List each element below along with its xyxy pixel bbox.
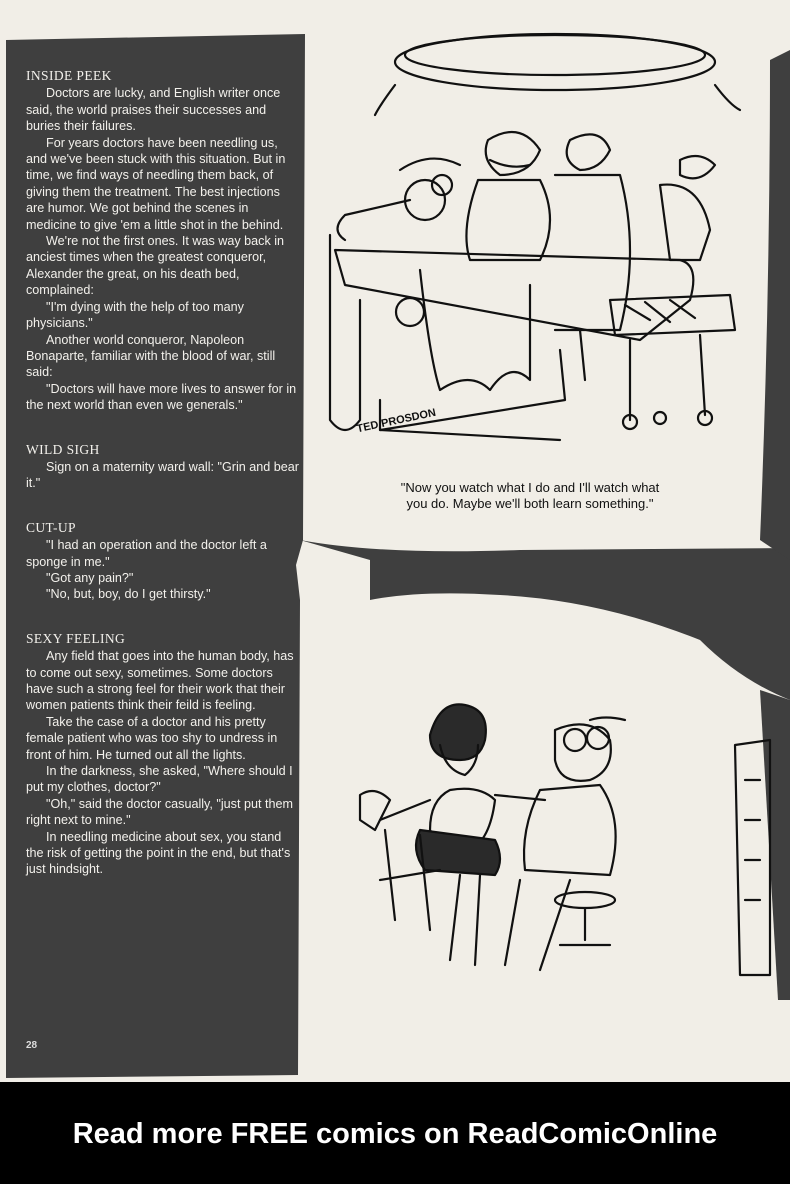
section-paragraph: Sign on a maternity ward wall: "Grin and bear it." (26, 459, 299, 491)
cartoon-caption: "Now you watch what I do and I'll watch what you do. Maybe we'll both learn something." (400, 480, 660, 511)
article-text-column (26, 68, 300, 906)
section-paragraph: "No, but, boy, do I get thirsty." (46, 587, 211, 602)
section-paragraph: "I had an operation and the doctor left a sponge in me." (26, 538, 267, 569)
article-section (26, 520, 300, 603)
section-paragraph: "Oh," said the doctor casually, "just put them right next to mine." (26, 796, 293, 828)
dark-divider-band (300, 540, 790, 700)
section-heading: INSIDE PEEK (26, 68, 112, 83)
dark-right-edge (760, 50, 790, 560)
article-section (26, 442, 300, 492)
patient-skirt (416, 830, 500, 875)
promo-banner (0, 1082, 790, 1184)
section-paragraph: "I'm dying with the help of too many physicians." (26, 299, 244, 331)
section-paragraph: Take the case of a doctor and his pretty female patient who was too shy to undress in front of him. He turned out all the lights. (26, 714, 278, 762)
section-paragraph: In needling medicine about sex, you stand the risk of getting the point in the end, but that's just hindsight. (26, 829, 291, 877)
section-paragraph: Another world conqueror, Napoleon Bonaparte, familiar with the blood of war, still said: (26, 332, 276, 380)
section-paragraph: Any field that goes into the human body, has to come out sexy, sometimes. Some doctors have such a strong feel for their work that their women patients think their feild is feeling. (26, 649, 294, 713)
section-paragraph: In the darkness, she asked, "Where should I put my clothes, doctor?" (26, 764, 293, 795)
promo-banner-text[interactable]: Read more FREE comics on ReadComicOnline (72, 1118, 718, 1150)
dark-right-lower (760, 690, 790, 1000)
article-section (26, 631, 300, 878)
section-paragraph: "Doctors will have more lives to answer for in the next world than even we generals." (26, 381, 297, 413)
page-number: 28 (26, 1040, 38, 1051)
section-heading: WILD SIGH (26, 441, 100, 457)
operating-room-cartoon (330, 34, 740, 440)
section-heading: CUT-UP (26, 519, 76, 535)
section-paragraph: "Got any pain?" (46, 570, 134, 585)
doctor-patient-cartoon (360, 704, 770, 975)
article-section (26, 68, 300, 414)
section-paragraph: Doctors are lucky, and English writer once said, the world praises their successes and buries their failures. (26, 86, 281, 134)
section-paragraph: We're not the first ones. It was way back in anciest times when the greatest conqueror, Alexander the great, on his death bed, complained: (26, 234, 285, 298)
artist-signature: TED PROSDON (355, 406, 438, 436)
section-paragraph: For years doctors have been needling us, and we've been stuck with this situation. But in time, we find ways of needling them back, of giving them the treatment. The best injections are humor. We got behind the scenes in medicine to give 'em a little shot in the behind. (26, 135, 286, 232)
section-heading: SEXY FEELING (26, 630, 126, 646)
